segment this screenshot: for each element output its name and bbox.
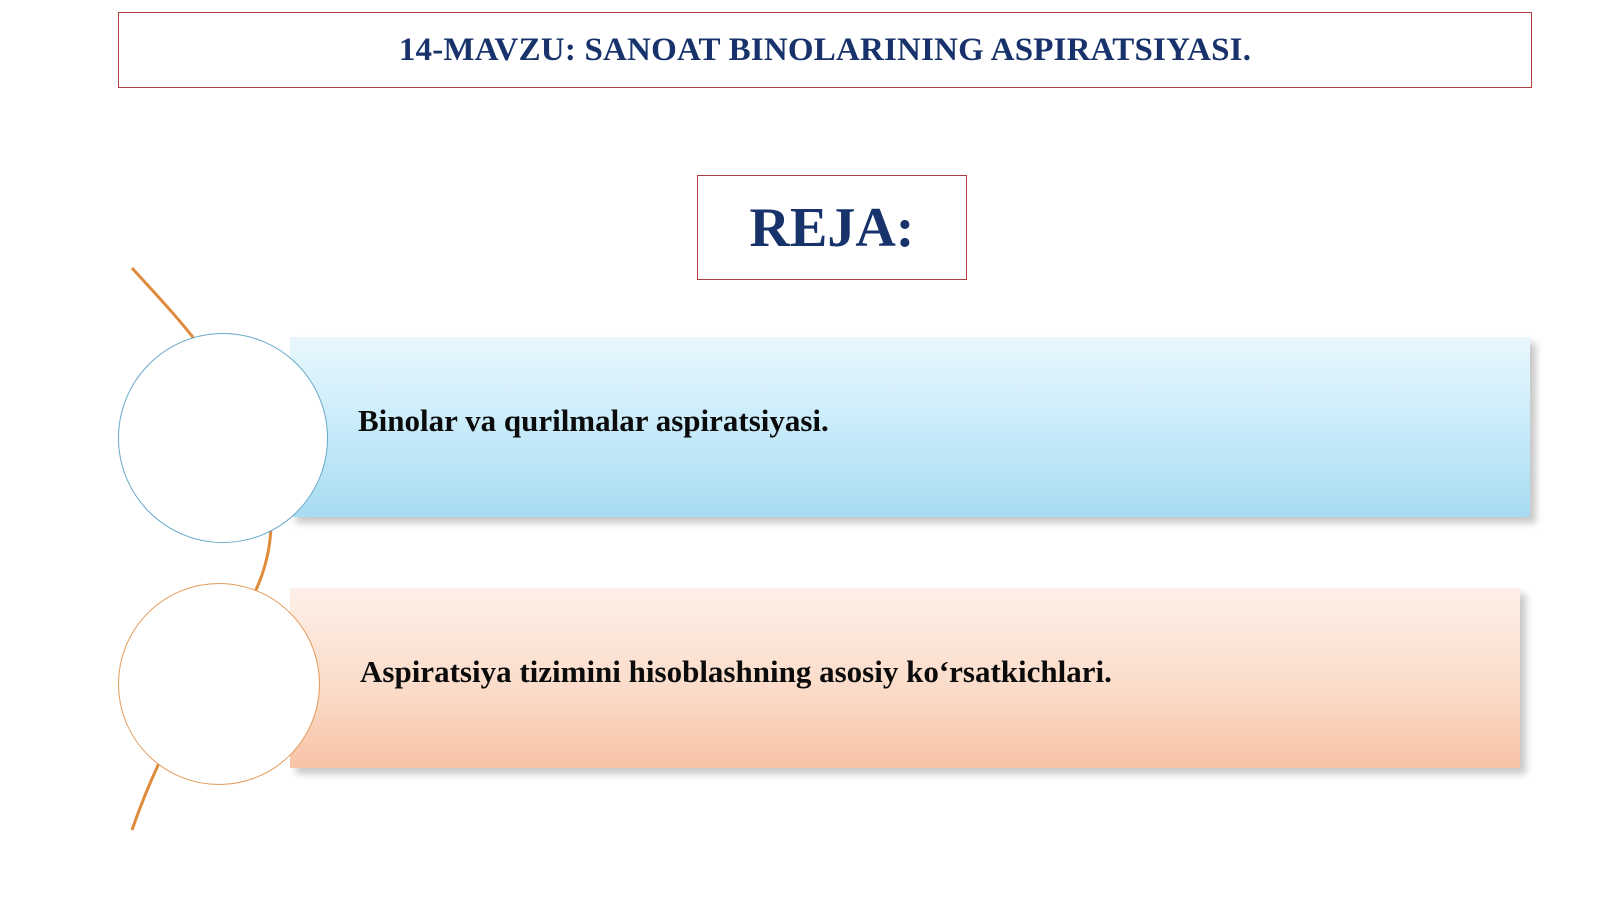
list-item-bullet-circle [118,333,328,543]
list-item-bullet-circle [118,583,320,785]
list-item [290,588,1520,768]
list-item-label: Binolar va qurilmalar aspiratsiyasi. [358,403,829,438]
section-label: REJA: [749,196,915,259]
list-item [290,337,1530,517]
list-item-label: Aspiratsiya tizimini hisoblashning asosiy ko‘rsatkichlari. [360,654,1112,689]
page-title: 14-MAVZU: SANOAT BINOLARINING ASPIRATSIYASI. [398,31,1252,68]
section-label-box [697,175,967,280]
slide-title-box [118,12,1532,88]
